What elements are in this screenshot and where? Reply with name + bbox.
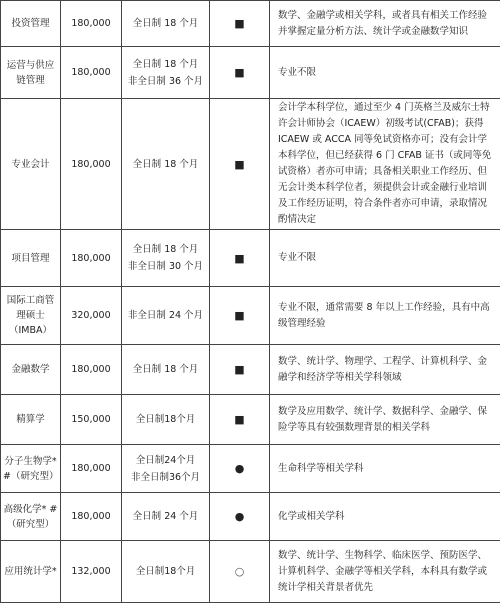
- filled-square-icon: ■: [210, 1, 270, 47]
- study-mode-line: 非全日制36个月: [122, 469, 209, 486]
- entry-requirement: 专业不限，通常需要 8 年以上工作经验，具有中高级管理经验: [270, 287, 500, 345]
- study-mode: [122, 287, 210, 345]
- table-row: [1, 493, 500, 541]
- study-mode: [122, 1, 210, 47]
- tuition-fee: 180,000: [61, 47, 122, 99]
- program-name: 投资管理: [1, 1, 61, 47]
- study-mode-line: 全日制 18 个月: [122, 241, 209, 258]
- program-name: 国际工商管理硕士（IMBA）: [1, 287, 61, 345]
- table-row: [1, 445, 500, 493]
- program-name: 分子生物学* #（研究型）: [1, 445, 61, 493]
- program-name: 应用统计学*: [1, 541, 61, 603]
- hollow-circle-icon: ○: [210, 541, 270, 603]
- entry-requirement: 专业不限: [270, 230, 500, 287]
- table-row: [1, 47, 500, 99]
- filled-square-icon: ■: [210, 99, 270, 230]
- tuition-fee: 180,000: [61, 1, 122, 47]
- table-row: [1, 395, 500, 445]
- study-mode-line: 全日制18个月: [122, 563, 209, 580]
- table-row: [1, 230, 500, 287]
- entry-requirement: 数学、统计学、生物科学、临床医学、预防医学、计算机科学、金融学等相关学科，本科具有数学或统计学相关背景者优先: [270, 541, 500, 603]
- filled-circle-icon: ●: [210, 445, 270, 493]
- program-name: 高级化学* #（研究型）: [1, 493, 61, 541]
- study-mode: [122, 345, 210, 395]
- study-mode: [122, 47, 210, 99]
- study-mode-line: 全日制 18 个月: [122, 156, 209, 173]
- table-row: [1, 287, 500, 345]
- study-mode-line: 全日制 18 个月: [122, 56, 209, 73]
- study-mode: [122, 230, 210, 287]
- program-name: 精算学: [1, 395, 61, 445]
- program-name: 专业会计: [1, 99, 61, 230]
- entry-requirement: 数学及应用数学、统计学、数据科学、金融学、保险学等具有较强数理背景的相关学科: [270, 395, 500, 445]
- study-mode-line: 非全日制 30 个月: [122, 258, 209, 275]
- entry-requirement: 会计学本科学位，通过至少 4 门英格兰及威尔士特许会计师协会（ICAEW）初级考试(CFAB)；获得 ICAEW 或 ACCA 同等免试资格亦可；没有会计学本科学位，但已经获得 6 门 CFAB 证书（或同等免试资格）者亦可申请；具备相关职业工作经历、但无会计类本科学位者，须提供会计或金融行业培训及工作经历证明，符合条件者亦可申请，录取情况酌情决定: [270, 99, 500, 230]
- study-mode: [122, 395, 210, 445]
- study-mode: [122, 99, 210, 230]
- filled-square-icon: ■: [210, 287, 270, 345]
- filled-square-icon: ■: [210, 47, 270, 99]
- filled-circle-icon: ●: [210, 493, 270, 541]
- study-mode-line: 非全日制 36 个月: [122, 73, 209, 90]
- tuition-fee: 180,000: [61, 493, 122, 541]
- program-name: 运营与供应链管理: [1, 47, 61, 99]
- study-mode: [122, 493, 210, 541]
- study-mode-line: 全日制24个月: [122, 452, 209, 469]
- study-mode-line: 全日制 18 个月: [122, 15, 209, 32]
- filled-square-icon: ■: [210, 230, 270, 287]
- entry-requirement: 化学或相关学科: [270, 493, 500, 541]
- filled-square-icon: ■: [210, 345, 270, 395]
- table-row: [1, 99, 500, 230]
- study-mode-line: 全日制18个月: [122, 411, 209, 428]
- tuition-fee: 150,000: [61, 395, 122, 445]
- study-mode-line: 全日制 24 个月: [122, 508, 209, 525]
- tuition-fee: 132,000: [61, 541, 122, 603]
- study-mode: [122, 445, 210, 493]
- tuition-fee: 180,000: [61, 99, 122, 230]
- table-row: [1, 345, 500, 395]
- table-row: [1, 541, 500, 603]
- tuition-fee: 180,000: [61, 230, 122, 287]
- table-row: [1, 1, 500, 47]
- entry-requirement: 数学、金融学或相关学科，或者具有相关工作经验并掌握定量分析方法、统计学或金融数学知识: [270, 1, 500, 47]
- study-mode: [122, 541, 210, 603]
- entry-requirement: 生命科学等相关学科: [270, 445, 500, 493]
- program-name: 项目管理: [1, 230, 61, 287]
- study-mode-line: 非全日制 24 个月: [122, 307, 209, 324]
- tuition-fee: 180,000: [61, 445, 122, 493]
- entry-requirement: 数学、统计学、物理学、工程学、计算机科学、金融学和经济学等相关学科领域: [270, 345, 500, 395]
- tuition-fee: 180,000: [61, 345, 122, 395]
- filled-square-icon: ■: [210, 395, 270, 445]
- program-name: 金融数学: [1, 345, 61, 395]
- entry-requirement: 专业不限: [270, 47, 500, 99]
- study-mode-line: 全日制 18 个月: [122, 361, 209, 378]
- tuition-fee: 320,000: [61, 287, 122, 345]
